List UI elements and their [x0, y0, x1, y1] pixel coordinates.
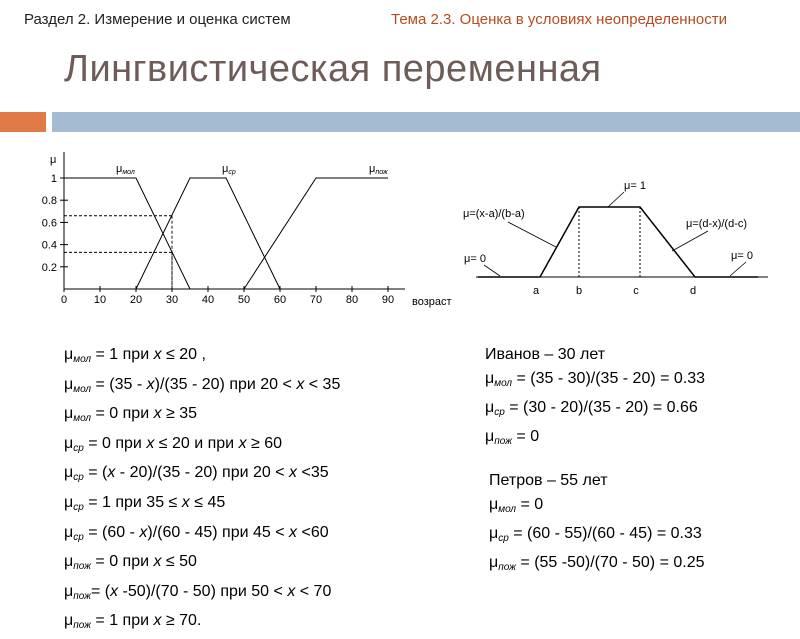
variable: x — [181, 493, 190, 511]
x-tick-label-d: d — [689, 285, 697, 297]
formula-list — [64, 343, 340, 639]
formula-line: $\mu_{мол} = (35 - x)/(35 - 20)$ при 20 < x < 35 — [64, 375, 341, 395]
annotation-2: μ=(d-x)/(d-c) — [686, 218, 748, 230]
mu-symbol: μ — [64, 493, 74, 511]
x-tick-label-a: a — [532, 285, 540, 297]
series-label-2: μпож — [369, 163, 388, 176]
mu-subscript: пож — [498, 562, 516, 573]
variable: x — [153, 346, 162, 363]
annotation-leader-2 — [672, 231, 708, 251]
annotation-leader-4 — [730, 262, 746, 276]
formula-line: $\mu_{ср} = (x - 20)/(35 - 20)$ при 20 < x <35 — [64, 464, 329, 484]
variable: x — [110, 582, 119, 600]
petrov-title: Петров – 55 лет — [489, 472, 608, 489]
mu-subscript: пож — [494, 436, 512, 447]
ivanov-line: $\mu_{пож} = 0$ — [485, 428, 540, 447]
variable: x — [153, 405, 162, 423]
mu-subscript: ср — [73, 442, 84, 454]
x-tick-label: 70 — [309, 294, 323, 306]
variable: x — [146, 434, 155, 452]
petrov-line: $\mu_{ср} = (60 - 55)/(60 - 45) = 0.33$ — [489, 525, 702, 544]
mu-symbol: μ — [489, 525, 499, 542]
x-tick-label: 90 — [381, 294, 395, 306]
ivanov-line: $\mu_{ср} = (30 - 20)/(35 - 20) = 0.66$ — [485, 399, 698, 418]
y-tick-label: 1 — [50, 173, 57, 185]
mu-subscript: ср — [73, 531, 84, 543]
mu-symbol: μ — [64, 434, 74, 452]
mu-symbol: μ — [64, 553, 74, 571]
variable: x — [107, 464, 116, 482]
annotation-leader-3 — [484, 265, 500, 276]
mu-symbol: μ — [64, 464, 74, 482]
x-tick-label: 80 — [345, 294, 359, 306]
variable: x — [153, 612, 162, 630]
formula-line: $\mu_{пож} = 1$ при x ≥ 70. — [64, 612, 202, 632]
ivanov-block — [485, 343, 705, 454]
y-axis-label: μ — [50, 154, 57, 166]
mu-symbol: μ — [64, 405, 74, 423]
mu-symbol: μ — [485, 428, 495, 445]
annotation-leader-1 — [508, 222, 556, 247]
annotation-leader-0 — [608, 192, 624, 207]
annotation-3: μ= 0 — [464, 253, 486, 265]
topic-header: Тема 2.3. Оценка в условиях неопределенности — [391, 11, 727, 28]
variable: x — [139, 523, 148, 541]
ivanov-line: $\mu_{мол} = (35 - 30)/(35 - 20) = 0.33$ — [485, 370, 706, 389]
mu-symbol: μ — [64, 375, 74, 393]
x-tick-label: 40 — [201, 294, 215, 306]
series-label-1: μср — [222, 163, 236, 176]
mu-subscript: пож — [73, 590, 91, 602]
x-axis-label: возраст — [412, 296, 452, 308]
petrov-line: $\mu_{мол} = 0$ — [489, 496, 544, 515]
x-tick-label: 10 — [93, 294, 107, 306]
mu-subscript: ср — [73, 472, 84, 484]
mu-subscript: ср — [73, 501, 84, 513]
series-label-0: μмол — [116, 163, 135, 176]
x-tick-label-c: c — [633, 285, 639, 297]
x-tick-label: 30 — [165, 294, 179, 306]
mu-symbol: μ — [64, 582, 74, 600]
annotation-1: μ=(x-a)/(b-a) — [463, 208, 525, 220]
mu-subscript: мол — [73, 354, 92, 365]
section-header: Раздел 2. Измерение и оценка систем — [24, 11, 291, 28]
mu-subscript: ср — [498, 533, 509, 544]
y-tick-label: 0.6 — [41, 217, 57, 230]
mu-symbol: μ — [485, 399, 495, 416]
mu-symbol: μ — [489, 496, 499, 513]
formula-line: $\mu_{мол} = 0$ при x ≥ 35 — [64, 405, 198, 425]
ivanov-title: Иванов – 30 лет — [485, 346, 606, 363]
page-title: Лингвистическая переменная — [64, 48, 602, 90]
mu-symbol: μ — [485, 370, 495, 387]
x-tick-label: 0 — [60, 294, 68, 306]
annotation-4: μ= 0 — [731, 250, 753, 262]
variable: x — [146, 375, 155, 393]
mu-subscript: пож — [73, 620, 91, 632]
formula-line: $\mu_{мол} = 1$ при x ≤ 20 , — [64, 346, 206, 365]
annotation-0: μ= 1 — [624, 180, 646, 192]
formula-line: $\mu_{ср} = 1$ при 35 ≤ x ≤ 45 — [64, 493, 226, 513]
mu-subscript: ср — [494, 407, 505, 418]
petrov-block — [489, 469, 705, 580]
formula-line: $\mu_{ср} = (60 - x)/(60 - 45)$ при 45 < x <60 — [64, 523, 329, 543]
y-tick-label: 0.8 — [41, 195, 57, 208]
mu-subscript: мол — [73, 413, 92, 425]
formula-line: $\mu_{пож} = 0$ при x ≤ 50 — [64, 553, 197, 573]
formula-line: $\mu_{пож}= (x$ -50)/(70 - 50) при 50 < x < 70 — [64, 582, 332, 602]
mu-symbol: μ — [64, 346, 74, 363]
y-tick-label: 0.2 — [41, 261, 57, 274]
x-tick-label: 50 — [237, 294, 251, 306]
mu-subscript: пож — [73, 561, 91, 573]
y-tick-label: 0.4 — [41, 239, 57, 252]
mu-symbol: μ — [64, 523, 74, 541]
mu-subscript: мол — [494, 378, 513, 389]
mu-symbol: μ — [489, 554, 499, 571]
x-tick-label: 20 — [129, 294, 143, 306]
x-tick-label-b: b — [575, 285, 583, 297]
x-tick-label: 60 — [273, 294, 287, 306]
mu-subscript: мол — [73, 383, 92, 395]
formula-line: $\mu_{ср} = 0$ при x ≤ 20 и при x ≥ 60 — [64, 434, 283, 454]
petrov-line: $\mu_{пож} = (55$ -50)/(70 - 50) = 0.25 — [489, 554, 705, 573]
mu-symbol: μ — [64, 612, 74, 630]
variable: x — [153, 553, 162, 571]
mu-subscript: мол — [498, 504, 517, 515]
